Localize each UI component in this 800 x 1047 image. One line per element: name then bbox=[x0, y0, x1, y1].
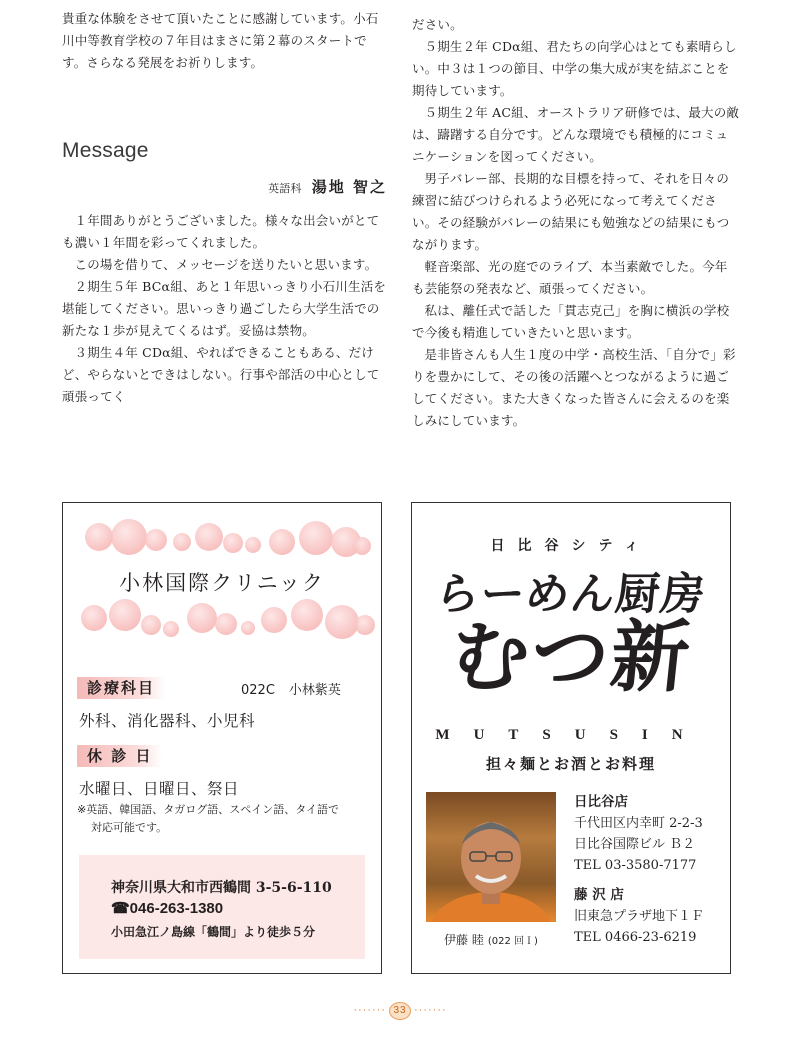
ramen-ad bbox=[411, 502, 731, 974]
clinic-phone: ☎046-263-1380 bbox=[111, 900, 224, 917]
author-name: 湯地 智之 bbox=[311, 178, 387, 196]
departments-label: 診療科目 bbox=[77, 677, 165, 699]
departments-text: 外科、消化器科、小児科 bbox=[79, 712, 256, 730]
paragraph: 軽音楽部、光の庭でのライブ、本当素敵でした。今年も芸能祭の発表など、頑張ってください。 bbox=[412, 259, 728, 296]
paragraph: ５期生２年 CDα組、君たちの向学心はとても素晴らしい。中３は１つの節目、中学の集大成が実を結ぶことを期待しています。 bbox=[412, 39, 737, 98]
bubble-decoration bbox=[355, 615, 375, 635]
bubble-decoration bbox=[299, 521, 333, 555]
paragraph: ３期生４年 CDα組、やればできることもある、だけど、やらないとできはしない。行事や部活の中心として頑張ってく bbox=[62, 345, 380, 404]
ramen-tagline: 担々麺とお酒とお料理 bbox=[485, 755, 656, 773]
paragraph-continued: ださい。 bbox=[412, 17, 463, 32]
ramen-roman-name: MUTSUSIN bbox=[435, 727, 707, 743]
paragraph: 私は、離任式で話した「貫志克己」を胸に横浜の学校で今後も精進していきたいと思います。 bbox=[412, 303, 730, 340]
bubble-decoration bbox=[141, 615, 161, 635]
owner-photo bbox=[426, 792, 556, 922]
paragraph: ２期生５年 BCα組、あと１年思いっきり小石川生活を堪能してください。思いっきり過ごしたら大学生活での新たな１歩が見えてくるはず。妥協は禁物。 bbox=[62, 279, 387, 338]
language-note-line: ※英語、韓国語、タガログ語、スペイン語、タイ語で bbox=[77, 803, 339, 816]
owner-name: 伊藤 睦 bbox=[444, 933, 484, 947]
page-number-badge: 33 bbox=[389, 1002, 411, 1020]
holidays-label: 休 診 日 bbox=[77, 745, 162, 767]
bubble-decoration bbox=[163, 621, 179, 637]
clinic-access: 小田急江ノ島線「鶴間」より徒歩５分 bbox=[111, 925, 316, 939]
bubble-decoration bbox=[195, 523, 223, 551]
ramen-shop-name: むつ新 bbox=[446, 612, 696, 703]
paragraph: 男子バレー部、長期的な目標を持って、それを日々の練習に結びつけられるよう必死になって考えてください。その経験がバレーの結果にも勉強などの結果にもつながります。 bbox=[412, 171, 730, 252]
store-list bbox=[574, 792, 704, 948]
bubble-decoration bbox=[325, 605, 359, 639]
message-heading: Message bbox=[62, 139, 149, 162]
address-box bbox=[79, 855, 365, 959]
article-left-column bbox=[62, 8, 387, 408]
dots-decoration: ······· bbox=[353, 1004, 386, 1016]
bubble-decoration bbox=[269, 529, 295, 555]
intro-text: 貴重な体験をさせて頂いたことに感謝しています。小石川中等教育学校の７年目はまさに第２幕のスタートです。さらなる発展をお祈りします。 bbox=[62, 11, 379, 70]
paragraph: 是非皆さんも人生１度の中学・高校生活、「自分で」彩りを豊かにして、その後の活躍へとつながるように過ごしてください。また大きくなった皆さんに会えるのを楽しみにしています。 bbox=[412, 347, 736, 428]
bubble-decoration bbox=[245, 537, 261, 553]
bubble-decoration bbox=[81, 605, 107, 631]
store-name: 日比谷店 bbox=[574, 794, 628, 810]
bubble-decoration bbox=[223, 533, 243, 553]
author-line bbox=[62, 176, 387, 200]
bubble-decoration bbox=[85, 523, 113, 551]
photo-caption bbox=[426, 931, 556, 948]
store-address: 旧東急プラザ地下１Ｆ bbox=[574, 909, 705, 924]
alumni-class: 022C bbox=[241, 683, 275, 698]
dots-decoration: ······· bbox=[414, 1004, 447, 1016]
page-number bbox=[0, 1002, 800, 1020]
alumni-name: 小林紫英 bbox=[288, 683, 341, 698]
owner-class: (022 回Ｉ) bbox=[487, 936, 538, 947]
clinic-name: 小林国際クリニック bbox=[119, 571, 325, 595]
store-address: 日比谷国際ビル Ｂ２ bbox=[574, 837, 696, 852]
person-icon bbox=[426, 792, 556, 922]
bubble-decoration bbox=[215, 613, 237, 635]
clinic-ad bbox=[62, 502, 382, 974]
paragraph: この場を借りて、メッセージを送りたいと思います。 bbox=[74, 257, 378, 272]
language-note bbox=[77, 801, 339, 837]
ramen-subtitle: らーめん厨房 bbox=[432, 569, 709, 620]
store-name: 藤 沢 店 bbox=[574, 887, 624, 903]
bubble-decoration bbox=[145, 529, 167, 551]
bubble-decoration bbox=[187, 603, 217, 633]
bubble-decoration bbox=[241, 621, 255, 635]
holidays-text: 水曜日、日曜日、祭日 bbox=[79, 780, 240, 798]
article-right-column bbox=[412, 14, 740, 432]
store-phone: TEL 0466-23-6219 bbox=[574, 930, 697, 945]
clinic-address: 神奈川県大和市西鶴間 3-5-6-110 bbox=[111, 880, 332, 896]
store-phone: TEL 03-3580-7177 bbox=[574, 858, 697, 873]
paragraph: １年間ありがとうございました。様々な出会いがとても濃い１年間を彩ってくれました。 bbox=[62, 213, 380, 250]
language-note-line: 対応可能です。 bbox=[91, 821, 168, 834]
bubble-decoration bbox=[173, 533, 191, 551]
author-dept: 英語科 bbox=[268, 182, 302, 195]
bubble-decoration bbox=[353, 537, 371, 555]
bubble-decoration bbox=[109, 599, 141, 631]
bubble-decoration bbox=[111, 519, 147, 555]
alumni-info bbox=[241, 679, 341, 698]
bubble-decoration bbox=[261, 607, 287, 633]
bubble-decoration bbox=[291, 599, 323, 631]
store-address: 千代田区内幸町 2-2-3 bbox=[574, 816, 703, 831]
paragraph: ５期生２年 AC組、オーストラリア研修では、最大の敵は、躊躇する自分です。どんな環境でも積極的にコミュニケーションを図ってください。 bbox=[412, 105, 740, 164]
ramen-location-title: 日比谷シティ bbox=[490, 538, 652, 554]
